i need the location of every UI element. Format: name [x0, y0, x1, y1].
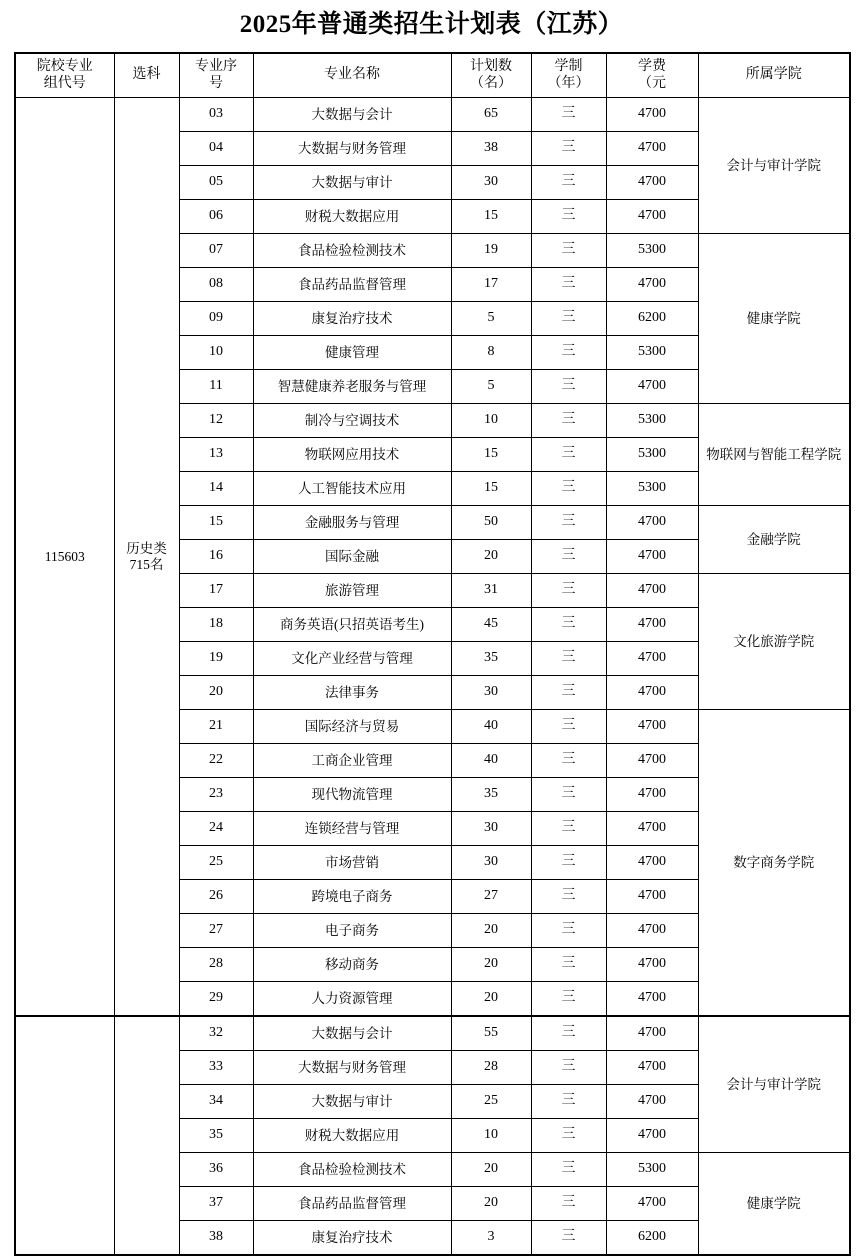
cell-tuition-fee: 5300 — [606, 472, 698, 506]
cell-tuition-fee: 4700 — [606, 880, 698, 914]
cell-tuition-fee: 4700 — [606, 778, 698, 812]
table-header-row — [15, 53, 850, 98]
cell-major-name: 电子商务 — [253, 914, 451, 948]
cell-tuition-fee: 4700 — [606, 982, 698, 1017]
header-line-2: （元 — [638, 75, 666, 91]
cell-college: 会计与审计学院 — [698, 1016, 850, 1153]
cell-plan-count: 30 — [451, 812, 531, 846]
cell-major-sequence: 13 — [179, 438, 253, 472]
cell-college: 健康学院 — [698, 234, 850, 404]
cell-tuition-fee: 4700 — [606, 1119, 698, 1153]
cell-college: 数字商务学院 — [698, 710, 850, 1017]
cell-subject-requirement — [114, 1016, 179, 1255]
cell-major-sequence: 22 — [179, 744, 253, 778]
cell-plan-count: 55 — [451, 1016, 531, 1051]
cell-tuition-fee: 4700 — [606, 132, 698, 166]
cell-tuition-fee: 5300 — [606, 336, 698, 370]
cell-major-sequence: 27 — [179, 914, 253, 948]
page-title: 2025年普通类招生计划表（江苏） — [239, 11, 624, 38]
cell-major-sequence: 28 — [179, 948, 253, 982]
cell-study-years: 三 — [531, 132, 606, 166]
table-header — [15, 53, 850, 98]
cell-plan-count: 30 — [451, 846, 531, 880]
cell-tuition-fee: 5300 — [606, 404, 698, 438]
col-header-major-name: 专业名称 — [253, 53, 451, 98]
cell-plan-count: 20 — [451, 1153, 531, 1187]
cell-college: 会计与审计学院 — [698, 98, 850, 234]
cell-study-years: 三 — [531, 234, 606, 268]
cell-tuition-fee: 4700 — [606, 1187, 698, 1221]
cell-major-name: 物联网应用技术 — [253, 438, 451, 472]
cell-study-years: 三 — [531, 438, 606, 472]
cell-major-sequence: 37 — [179, 1187, 253, 1221]
col-header-fee — [606, 53, 698, 98]
cell-tuition-fee: 4700 — [606, 948, 698, 982]
cell-major-sequence: 26 — [179, 880, 253, 914]
cell-study-years: 三 — [531, 1187, 606, 1221]
cell-major-name: 大数据与审计 — [253, 166, 451, 200]
cell-plan-count: 15 — [451, 438, 531, 472]
cell-plan-count: 20 — [451, 1187, 531, 1221]
cell-study-years: 三 — [531, 540, 606, 574]
cell-tuition-fee: 5300 — [606, 1153, 698, 1187]
cell-tuition-fee: 4700 — [606, 268, 698, 302]
cell-plan-count: 3 — [451, 1221, 531, 1256]
cell-major-sequence: 06 — [179, 200, 253, 234]
cell-major-sequence: 03 — [179, 98, 253, 132]
cell-major-name: 市场营销 — [253, 846, 451, 880]
cell-major-name: 食品检验检测技术 — [253, 234, 451, 268]
cell-subject-requirement: 历史类 715名 — [114, 98, 179, 1017]
cell-study-years: 三 — [531, 676, 606, 710]
cell-plan-count: 45 — [451, 608, 531, 642]
col-header-plan-count — [451, 53, 531, 98]
cell-major-sequence: 12 — [179, 404, 253, 438]
cell-major-sequence: 07 — [179, 234, 253, 268]
cell-study-years: 三 — [531, 914, 606, 948]
cell-study-years: 三 — [531, 268, 606, 302]
cell-major-sequence: 08 — [179, 268, 253, 302]
table-row — [15, 98, 850, 132]
cell-study-years: 三 — [531, 642, 606, 676]
cell-study-years: 三 — [531, 710, 606, 744]
header-line-2: 组代号 — [43, 75, 86, 91]
cell-study-years: 三 — [531, 302, 606, 336]
cell-college: 文化旅游学院 — [698, 574, 850, 710]
cell-tuition-fee: 4700 — [606, 608, 698, 642]
cell-tuition-fee: 4700 — [606, 1051, 698, 1085]
cell-study-years: 三 — [531, 506, 606, 540]
cell-study-years: 三 — [531, 370, 606, 404]
cell-major-name: 制冷与空调技术 — [253, 404, 451, 438]
cell-study-years: 三 — [531, 472, 606, 506]
cell-major-name: 健康管理 — [253, 336, 451, 370]
cell-study-years: 三 — [531, 1085, 606, 1119]
cell-major-sequence: 23 — [179, 778, 253, 812]
cell-major-name: 金融服务与管理 — [253, 506, 451, 540]
cell-plan-count: 40 — [451, 710, 531, 744]
cell-plan-count: 27 — [451, 880, 531, 914]
cell-major-sequence: 29 — [179, 982, 253, 1017]
cell-study-years: 三 — [531, 744, 606, 778]
cell-major-name: 连锁经营与管理 — [253, 812, 451, 846]
cell-major-name: 大数据与会计 — [253, 98, 451, 132]
cell-study-years: 三 — [531, 200, 606, 234]
cell-major-sequence: 19 — [179, 642, 253, 676]
cell-plan-count: 40 — [451, 744, 531, 778]
cell-major-name: 商务英语(只招英语考生) — [253, 608, 451, 642]
cell-major-name: 移动商务 — [253, 948, 451, 982]
cell-major-sequence: 33 — [179, 1051, 253, 1085]
cell-major-sequence: 14 — [179, 472, 253, 506]
cell-major-sequence: 10 — [179, 336, 253, 370]
header-line-2: （名） — [470, 75, 512, 91]
cell-major-sequence: 34 — [179, 1085, 253, 1119]
header-line-1: 专业序 — [195, 58, 237, 74]
cell-major-sequence: 05 — [179, 166, 253, 200]
admission-plan-table — [14, 52, 851, 1256]
cell-study-years: 三 — [531, 846, 606, 880]
col-header-group-code — [15, 53, 114, 98]
cell-plan-count: 65 — [451, 98, 531, 132]
cell-study-years: 三 — [531, 1119, 606, 1153]
plan-table-container — [0, 52, 863, 1256]
header-line-2: （年） — [547, 75, 590, 91]
cell-tuition-fee: 4700 — [606, 914, 698, 948]
cell-plan-count: 8 — [451, 336, 531, 370]
cell-tuition-fee: 4700 — [606, 200, 698, 234]
cell-tuition-fee: 4700 — [606, 1085, 698, 1119]
cell-tuition-fee: 4700 — [606, 642, 698, 676]
cell-study-years: 三 — [531, 404, 606, 438]
cell-tuition-fee: 4700 — [606, 370, 698, 404]
cell-major-name: 人工智能技术应用 — [253, 472, 451, 506]
cell-college: 物联网与智能工程学院 — [698, 404, 850, 506]
cell-plan-count: 25 — [451, 1085, 531, 1119]
cell-major-name: 康复治疗技术 — [253, 1221, 451, 1256]
cell-tuition-fee: 4700 — [606, 744, 698, 778]
cell-major-sequence: 15 — [179, 506, 253, 540]
header-line-1: 学制 — [554, 58, 583, 74]
cell-plan-count: 20 — [451, 914, 531, 948]
cell-tuition-fee: 6200 — [606, 1221, 698, 1256]
cell-major-sequence: 32 — [179, 1016, 253, 1051]
cell-major-name: 食品检验检测技术 — [253, 1153, 451, 1187]
cell-tuition-fee: 4700 — [606, 1016, 698, 1051]
cell-major-name: 大数据与会计 — [253, 1016, 451, 1051]
cell-tuition-fee: 4700 — [606, 812, 698, 846]
cell-study-years: 三 — [531, 1153, 606, 1187]
cell-plan-count: 50 — [451, 506, 531, 540]
cell-study-years: 三 — [531, 1016, 606, 1051]
cell-major-sequence: 16 — [179, 540, 253, 574]
header-line-1: 学费 — [638, 58, 666, 74]
cell-tuition-fee: 4700 — [606, 166, 698, 200]
cell-major-name: 法律事务 — [253, 676, 451, 710]
table-row — [15, 1016, 850, 1051]
cell-plan-count: 5 — [451, 302, 531, 336]
cell-plan-count: 17 — [451, 268, 531, 302]
col-header-years — [531, 53, 606, 98]
cell-major-name: 国际经济与贸易 — [253, 710, 451, 744]
cell-major-name: 跨境电子商务 — [253, 880, 451, 914]
header-line-1: 院校专业 — [36, 58, 93, 74]
cell-study-years: 三 — [531, 948, 606, 982]
cell-major-name: 智慧健康养老服务与管理 — [253, 370, 451, 404]
cell-tuition-fee: 4700 — [606, 540, 698, 574]
cell-major-name: 食品药品监督管理 — [253, 1187, 451, 1221]
cell-major-sequence: 09 — [179, 302, 253, 336]
cell-plan-count: 20 — [451, 982, 531, 1017]
cell-major-sequence: 25 — [179, 846, 253, 880]
cell-major-name: 人力资源管理 — [253, 982, 451, 1017]
cell-group-code: 115603 — [15, 98, 114, 1017]
cell-plan-count: 15 — [451, 472, 531, 506]
cell-tuition-fee: 4700 — [606, 98, 698, 132]
cell-major-sequence: 36 — [179, 1153, 253, 1187]
cell-major-sequence: 17 — [179, 574, 253, 608]
cell-major-name: 现代物流管理 — [253, 778, 451, 812]
cell-plan-count: 10 — [451, 404, 531, 438]
cell-tuition-fee: 5300 — [606, 438, 698, 472]
cell-major-name: 大数据与审计 — [253, 1085, 451, 1119]
cell-major-name: 财税大数据应用 — [253, 1119, 451, 1153]
cell-major-name: 财税大数据应用 — [253, 200, 451, 234]
cell-major-name: 食品药品监督管理 — [253, 268, 451, 302]
cell-major-name: 康复治疗技术 — [253, 302, 451, 336]
cell-plan-count: 10 — [451, 1119, 531, 1153]
cell-tuition-fee: 4700 — [606, 846, 698, 880]
cell-major-sequence: 04 — [179, 132, 253, 166]
cell-plan-count: 28 — [451, 1051, 531, 1085]
cell-major-sequence: 11 — [179, 370, 253, 404]
cell-tuition-fee: 4700 — [606, 676, 698, 710]
cell-major-sequence: 24 — [179, 812, 253, 846]
header-line-1: 计划数 — [470, 58, 512, 74]
cell-major-sequence: 38 — [179, 1221, 253, 1256]
cell-plan-count: 38 — [451, 132, 531, 166]
cell-study-years: 三 — [531, 778, 606, 812]
cell-study-years: 三 — [531, 98, 606, 132]
col-header-subject: 选科 — [114, 53, 179, 98]
cell-study-years: 三 — [531, 608, 606, 642]
header-line-2: 号 — [209, 75, 223, 91]
cell-plan-count: 30 — [451, 676, 531, 710]
cell-major-name: 旅游管理 — [253, 574, 451, 608]
cell-plan-count: 20 — [451, 540, 531, 574]
cell-major-name: 工商企业管理 — [253, 744, 451, 778]
cell-study-years: 三 — [531, 1221, 606, 1256]
cell-plan-count: 5 — [451, 370, 531, 404]
cell-major-name: 大数据与财务管理 — [253, 132, 451, 166]
cell-study-years: 三 — [531, 812, 606, 846]
cell-tuition-fee: 4700 — [606, 710, 698, 744]
table-body — [15, 98, 850, 1256]
cell-major-name: 大数据与财务管理 — [253, 1051, 451, 1085]
cell-study-years: 三 — [531, 982, 606, 1017]
cell-tuition-fee: 5300 — [606, 234, 698, 268]
cell-study-years: 三 — [531, 574, 606, 608]
cell-plan-count: 20 — [451, 948, 531, 982]
cell-group-code — [15, 1016, 114, 1255]
cell-plan-count: 35 — [451, 642, 531, 676]
cell-plan-count: 15 — [451, 200, 531, 234]
col-header-college: 所属学院 — [698, 53, 850, 98]
cell-study-years: 三 — [531, 336, 606, 370]
cell-major-name: 国际金融 — [253, 540, 451, 574]
cell-major-sequence: 18 — [179, 608, 253, 642]
cell-study-years: 三 — [531, 1051, 606, 1085]
col-header-sequence — [179, 53, 253, 98]
cell-major-name: 文化产业经营与管理 — [253, 642, 451, 676]
cell-study-years: 三 — [531, 880, 606, 914]
cell-plan-count: 19 — [451, 234, 531, 268]
cell-tuition-fee: 6200 — [606, 302, 698, 336]
cell-college: 金融学院 — [698, 506, 850, 574]
cell-plan-count: 30 — [451, 166, 531, 200]
cell-major-sequence: 35 — [179, 1119, 253, 1153]
cell-major-sequence: 20 — [179, 676, 253, 710]
cell-tuition-fee: 4700 — [606, 506, 698, 540]
cell-college: 健康学院 — [698, 1153, 850, 1256]
cell-plan-count: 35 — [451, 778, 531, 812]
cell-major-sequence: 21 — [179, 710, 253, 744]
cell-tuition-fee: 4700 — [606, 574, 698, 608]
cell-study-years: 三 — [531, 166, 606, 200]
cell-plan-count: 31 — [451, 574, 531, 608]
